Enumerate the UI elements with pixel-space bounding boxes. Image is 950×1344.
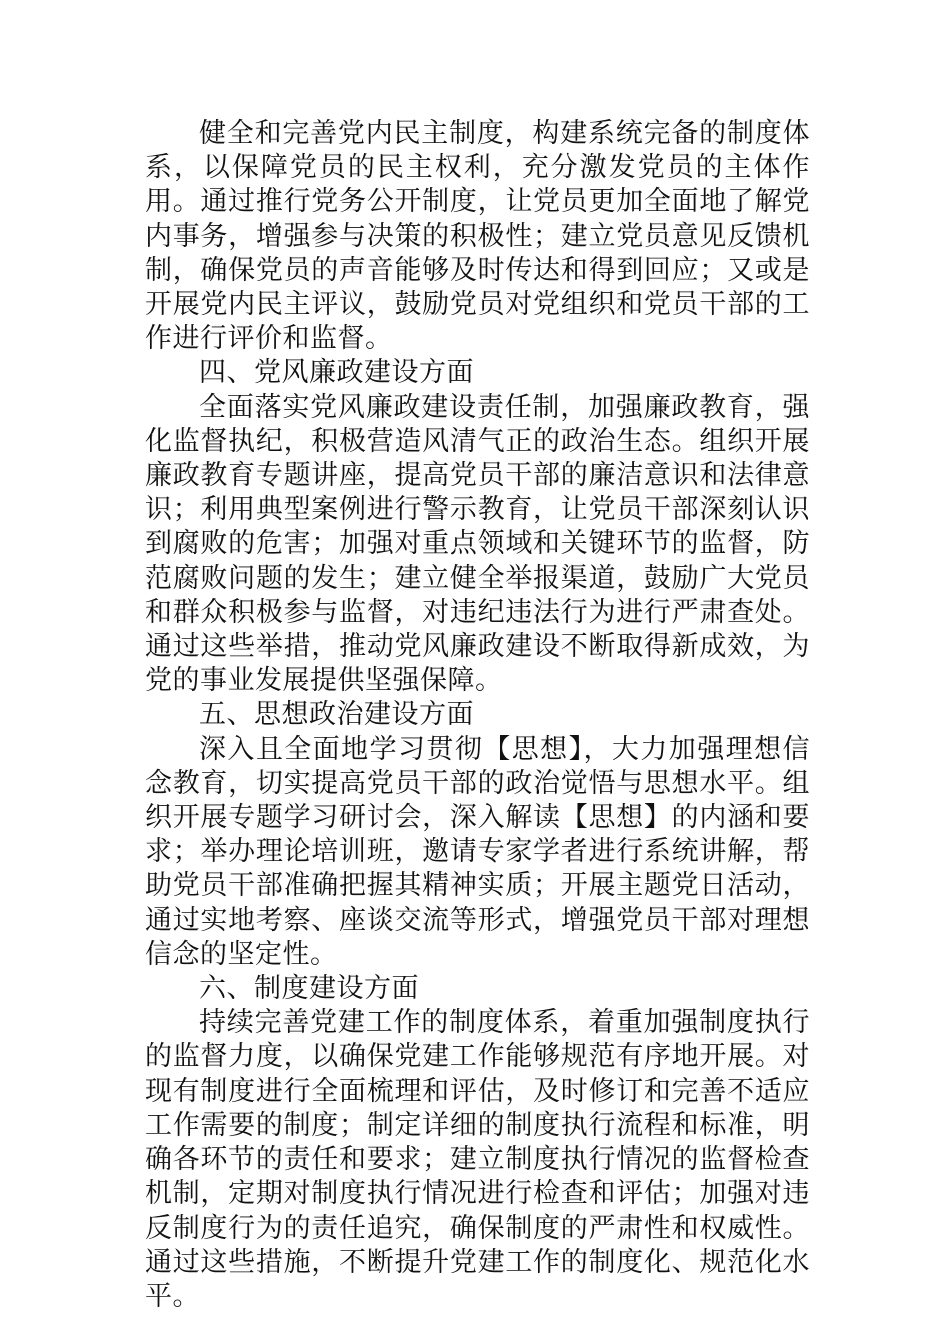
paragraph-ideology: 深入且全面地学习贯彻【思想】，大力加强理想信念教育，切实提高党员干部的政治觉悟与思想水平。组织开展专题学习研讨会，深入解读【思想】的内涵和要求；举办理论培训班，邀请专家学者进行系统讲解，帮助党员干部准确把握其精神实质；开展主题党日活动，通过实地考察、座谈交流等形式，增强党员干部对理想信念的坚定性。 <box>145 733 810 970</box>
paragraph-integrity: 全面落实党风廉政建设责任制，加强廉政教育，强化监督执纪，积极营造风清气正的政治生态。组织开展廉政教育专题讲座，提高党员干部的廉洁意识和法律意识；利用典型案例进行警示教育，让党员干部深刻认识到腐败的危害；加强对重点领域和关键环节的监督，防范腐败问题的发生；建立健全举报渠道，鼓励广大党员和群众积极参与监督，对违纪违法行为进行严肃查处。通过这些举措，推动党风廉政建设不断取得新成效，为党的事业发展提供坚强保障。 <box>145 391 810 697</box>
section-heading-6: 六、制度建设方面 <box>199 973 419 1005</box>
section-heading-4: 四、党风廉政建设方面 <box>199 357 474 389</box>
paragraph-democracy: 健全和完善党内民主制度，构建系统完备的制度体系，以保障党员的民主权利，充分激发党员的主体作用。通过推行党务公开制度，让党员更加全面地了解党内事务，增强参与决策的积极性；建立党员意见反馈机制，确保党员的声音能够及时传达和得到回应；又或是开展党内民主评议，鼓励党员对党组织和党员干部的工作进行评价和监督。 <box>145 118 810 355</box>
paragraph-institution: 持续完善党建工作的制度体系，着重加强制度执行的监督力度，以确保党建工作能够规范有序地开展。对现有制度进行全面梳理和评估，及时修订和完善不适应工作需要的制度；制定详细的制度执行流程和标准，明确各环节的责任和要求；建立制度执行情况的监督检查机制，定期对制度执行情况进行检查和评估；加强对违反制度行为的责任追究，确保制度的严肃性和权威性。通过这些措施，不断提升党建工作的制度化、规范化水平。 <box>145 1007 810 1312</box>
document-page <box>145 117 810 1314</box>
section-heading-5: 五、思想政治建设方面 <box>199 699 474 731</box>
